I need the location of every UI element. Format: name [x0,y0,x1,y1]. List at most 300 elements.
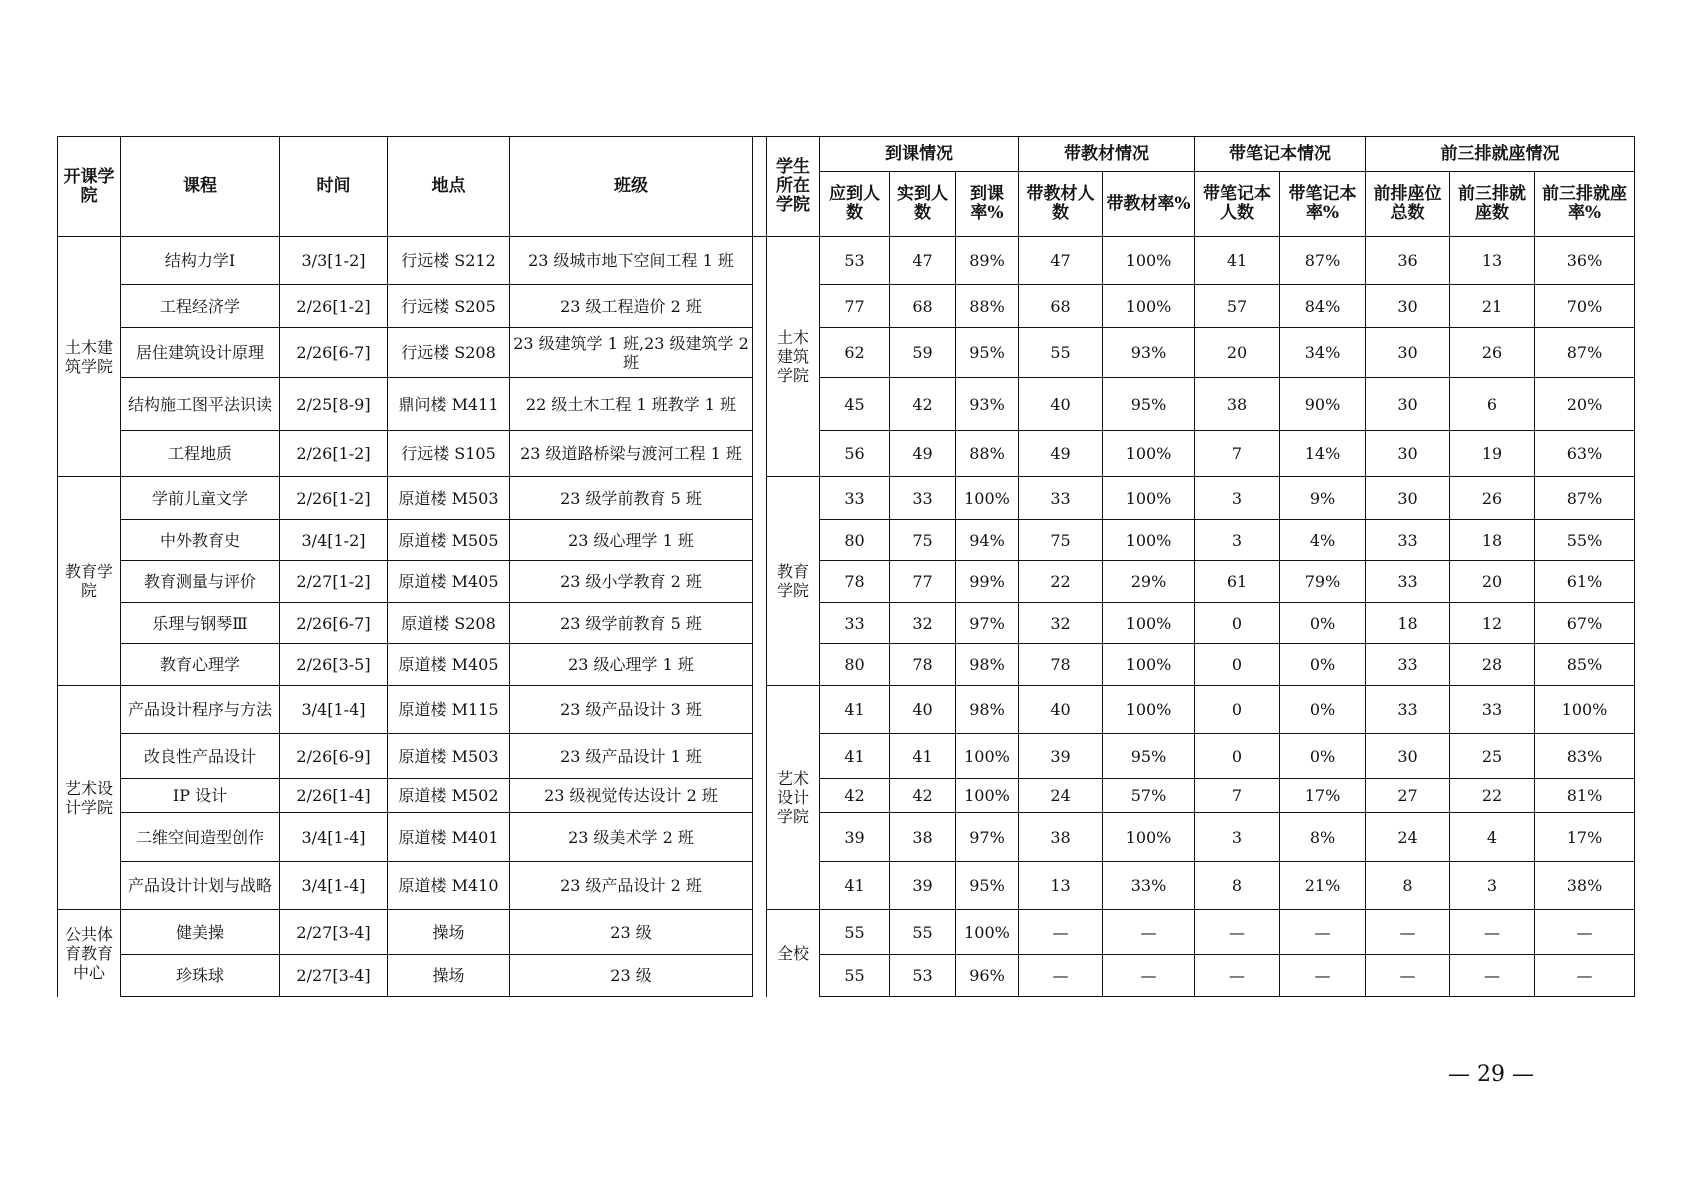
header-notebook-count: 带笔记本人数 [1195,172,1280,237]
cell-textbook-count: 75 [1019,520,1103,561]
cell-course: 结构力学Ⅰ [121,237,280,285]
cell-front-seats: 33 [1366,644,1450,686]
cell-expected: 55 [820,955,890,997]
cell-place: 行远楼 S212 [388,237,510,285]
cell-place: 原道楼 S208 [388,603,510,644]
cell-class: 23 级 [510,955,753,997]
cell-time: 3/4[1-4] [280,686,388,734]
column-gap [753,431,767,477]
cell-front-seats: 30 [1366,734,1450,779]
cell-notebook-rate: 17% [1280,779,1366,813]
cell-front-rate: — [1535,955,1635,997]
cell-class: 23 级建筑学 1 班,23 级建筑学 2 班 [510,328,753,378]
cell-front-rate: 55% [1535,520,1635,561]
cell-front-count: 21 [1450,285,1535,328]
cell-attendance-rate: 97% [956,813,1019,862]
cell-notebook-rate: 87% [1280,237,1366,285]
table-row [58,561,1635,603]
cell-actual: 32 [890,603,956,644]
cell-front-seats: — [1366,910,1450,955]
cell-front-rate: 61% [1535,561,1635,603]
cell-front-count: 4 [1450,813,1535,862]
cell-notebook-count: 0 [1195,644,1280,686]
cell-front-count: 13 [1450,237,1535,285]
cell-place: 原道楼 M115 [388,686,510,734]
cell-time: 2/26[3-5] [280,644,388,686]
cell-time: 2/26[6-7] [280,603,388,644]
cell-front-count: 22 [1450,779,1535,813]
cell-time: 2/26[1-2] [280,431,388,477]
cell-textbook-rate: 95% [1103,734,1195,779]
table-row [58,644,1635,686]
cell-course: 二维空间造型创作 [121,813,280,862]
cell-actual: 47 [890,237,956,285]
cell-time: 2/25[8-9] [280,378,388,431]
header-textbook-rate: 带教材率% [1103,172,1195,237]
cell-front-count: 12 [1450,603,1535,644]
column-gap [753,779,767,813]
column-gap [753,561,767,603]
cell-notebook-count: 61 [1195,561,1280,603]
header-front-rate: 前三排就座率% [1535,172,1635,237]
cell-textbook-count: 49 [1019,431,1103,477]
cell-time: 2/26[1-2] [280,477,388,520]
cell-expected: 41 [820,734,890,779]
cell-course: 居住建筑设计原理 [121,328,280,378]
cell-front-seats: 8 [1366,862,1450,910]
cell-notebook-rate: 0% [1280,686,1366,734]
header-front-seating: 前三排就座情况 [1366,137,1635,172]
table-row [58,378,1635,431]
cell-expected: 33 [820,603,890,644]
cell-actual: 42 [890,378,956,431]
cell-actual: 39 [890,862,956,910]
cell-textbook-rate: 100% [1103,644,1195,686]
table-row [58,520,1635,561]
cell-notebook-count: — [1195,910,1280,955]
cell-front-rate: 83% [1535,734,1635,779]
cell-front-seats: 33 [1366,686,1450,734]
cell-notebook-count: 38 [1195,378,1280,431]
cell-textbook-count: 40 [1019,378,1103,431]
cell-expected: 33 [820,477,890,520]
cell-course: 珍珠球 [121,955,280,997]
cell-place: 原道楼 M503 [388,477,510,520]
cell-front-seats: 30 [1366,285,1450,328]
cell-textbook-count: 32 [1019,603,1103,644]
table-row [58,955,1635,997]
cell-textbook-count: 78 [1019,644,1103,686]
cell-textbook-count: 24 [1019,779,1103,813]
cell-notebook-rate: 9% [1280,477,1366,520]
cell-notebook-rate: 79% [1280,561,1366,603]
cell-course: 改良性产品设计 [121,734,280,779]
column-gap [753,378,767,431]
cell-front-seats: 30 [1366,477,1450,520]
cell-attendance-rate: 89% [956,237,1019,285]
cell-attendance-rate: 100% [956,910,1019,955]
cell-textbook-count: 33 [1019,477,1103,520]
cell-textbook-rate: 95% [1103,378,1195,431]
cell-textbook-rate: 57% [1103,779,1195,813]
cell-attendance-rate: 98% [956,644,1019,686]
cell-notebook-count: — [1195,955,1280,997]
cell-attendance-rate: 97% [956,603,1019,644]
cell-course: 产品设计程序与方法 [121,686,280,734]
cell-time: 2/26[1-4] [280,779,388,813]
column-gap [753,813,767,862]
header-student-college: 学生所在学院 [767,137,820,237]
cell-time: 2/26[6-9] [280,734,388,779]
table-row [58,813,1635,862]
cell-attendance-rate: 88% [956,285,1019,328]
cell-attendance-rate: 96% [956,955,1019,997]
cell-front-seats: 30 [1366,328,1450,378]
cell-front-rate: 81% [1535,779,1635,813]
cell-attendance-rate: 98% [956,686,1019,734]
cell-notebook-count: 57 [1195,285,1280,328]
header-textbook-count: 带教材人数 [1019,172,1103,237]
cell-front-count: 26 [1450,477,1535,520]
column-gap [753,644,767,686]
column-gap [753,603,767,644]
cell-textbook-count: 68 [1019,285,1103,328]
column-gap [753,237,767,285]
cell-class: 23 级产品设计 1 班 [510,734,753,779]
cell-textbook-rate: 100% [1103,813,1195,862]
header-textbook: 带教材情况 [1019,137,1195,172]
cell-front-count: 26 [1450,328,1535,378]
cell-expected: 56 [820,431,890,477]
cell-textbook-rate: 100% [1103,686,1195,734]
cell-class: 23 级道路桥梁与渡河工程 1 班 [510,431,753,477]
cell-place: 原道楼 M410 [388,862,510,910]
cell-notebook-count: 3 [1195,813,1280,862]
cell-place: 行远楼 S105 [388,431,510,477]
cell-attendance-rate: 95% [956,862,1019,910]
cell-expected: 80 [820,644,890,686]
cell-front-rate: 87% [1535,477,1635,520]
cell-actual: 77 [890,561,956,603]
cell-class: 23 级心理学 1 班 [510,520,753,561]
cell-time: 2/26[1-2] [280,285,388,328]
cell-notebook-count: 41 [1195,237,1280,285]
cell-place: 原道楼 M401 [388,813,510,862]
cell-front-count: — [1450,955,1535,997]
column-gap [753,477,767,520]
cell-course: 工程地质 [121,431,280,477]
cell-course: 工程经济学 [121,285,280,328]
cell-textbook-rate: 100% [1103,431,1195,477]
cell-actual: 41 [890,734,956,779]
table-row [58,237,1635,285]
cell-class: 23 级 [510,910,753,955]
cell-actual: 78 [890,644,956,686]
column-gap [753,734,767,779]
header-attendance-rate: 到课率% [956,172,1019,237]
table-row [58,477,1635,520]
cell-front-seats: 36 [1366,237,1450,285]
header-time: 时间 [280,137,388,237]
cell-notebook-rate: 0% [1280,644,1366,686]
cell-front-rate: 85% [1535,644,1635,686]
cell-expected: 80 [820,520,890,561]
cell-expected: 55 [820,910,890,955]
cell-notebook-rate: — [1280,910,1366,955]
student-college-cell: 艺术设计学院 [767,686,820,910]
cell-class: 23 级产品设计 2 班 [510,862,753,910]
cell-time: 3/4[1-4] [280,813,388,862]
student-college-cell: 全校 [767,910,820,997]
cell-notebook-rate: 84% [1280,285,1366,328]
cell-actual: 68 [890,285,956,328]
column-gap [753,955,767,997]
table-row [58,779,1635,813]
cell-actual: 40 [890,686,956,734]
cell-expected: 77 [820,285,890,328]
header-actual: 实到人数 [890,172,956,237]
cell-textbook-count: — [1019,910,1103,955]
column-gap [753,862,767,910]
cell-notebook-rate: 0% [1280,603,1366,644]
cell-textbook-rate: — [1103,955,1195,997]
cell-notebook-rate: 21% [1280,862,1366,910]
cell-attendance-rate: 95% [956,328,1019,378]
cell-notebook-rate: 14% [1280,431,1366,477]
cell-front-seats: — [1366,955,1450,997]
cell-textbook-rate: 100% [1103,520,1195,561]
college-cell: 公共体育教育中心 [58,910,121,997]
cell-expected: 78 [820,561,890,603]
header-college: 开课学院 [58,137,121,237]
cell-front-count: — [1450,910,1535,955]
cell-front-seats: 30 [1366,431,1450,477]
cell-attendance-rate: 100% [956,477,1019,520]
cell-textbook-count: — [1019,955,1103,997]
cell-notebook-rate: 34% [1280,328,1366,378]
cell-front-count: 6 [1450,378,1535,431]
cell-course: 中外教育史 [121,520,280,561]
cell-actual: 42 [890,779,956,813]
cell-front-count: 19 [1450,431,1535,477]
header-course: 课程 [121,137,280,237]
cell-front-seats: 18 [1366,603,1450,644]
cell-actual: 33 [890,477,956,520]
cell-textbook-count: 55 [1019,328,1103,378]
cell-course: 学前儿童文学 [121,477,280,520]
header-notebook-rate: 带笔记本率% [1280,172,1366,237]
column-gap [753,686,767,734]
cell-place: 原道楼 M405 [388,644,510,686]
cell-time: 2/27[3-4] [280,955,388,997]
cell-attendance-rate: 94% [956,520,1019,561]
cell-notebook-count: 20 [1195,328,1280,378]
table-row [58,285,1635,328]
cell-textbook-rate: — [1103,910,1195,955]
cell-front-seats: 27 [1366,779,1450,813]
cell-place: 原道楼 M502 [388,779,510,813]
table-row [58,862,1635,910]
cell-front-rate: 67% [1535,603,1635,644]
cell-textbook-rate: 33% [1103,862,1195,910]
cell-textbook-rate: 29% [1103,561,1195,603]
cell-front-count: 3 [1450,862,1535,910]
cell-expected: 45 [820,378,890,431]
header-front-count: 前三排就座数 [1450,172,1535,237]
column-gap [753,285,767,328]
cell-notebook-count: 3 [1195,477,1280,520]
table-body [58,237,1635,997]
header-expected: 应到人数 [820,172,890,237]
cell-actual: 59 [890,328,956,378]
cell-textbook-rate: 100% [1103,237,1195,285]
cell-actual: 75 [890,520,956,561]
cell-class: 23 级视觉传达设计 2 班 [510,779,753,813]
cell-notebook-count: 7 [1195,779,1280,813]
cell-attendance-rate: 88% [956,431,1019,477]
college-cell: 土木建筑学院 [58,237,121,477]
cell-textbook-count: 40 [1019,686,1103,734]
table-row [58,910,1635,955]
cell-front-rate: 17% [1535,813,1635,862]
college-cell: 教育学院 [58,477,121,686]
cell-time: 2/26[6-7] [280,328,388,378]
cell-time: 3/4[1-4] [280,862,388,910]
cell-textbook-rate: 100% [1103,285,1195,328]
cell-place: 原道楼 M505 [388,520,510,561]
cell-place: 原道楼 M405 [388,561,510,603]
cell-front-rate: 20% [1535,378,1635,431]
cell-notebook-count: 8 [1195,862,1280,910]
cell-notebook-count: 3 [1195,520,1280,561]
cell-attendance-rate: 99% [956,561,1019,603]
column-gap [753,520,767,561]
cell-front-count: 18 [1450,520,1535,561]
cell-textbook-rate: 100% [1103,603,1195,644]
cell-time: 3/4[1-2] [280,520,388,561]
cell-time: 2/27[3-4] [280,910,388,955]
cell-textbook-count: 47 [1019,237,1103,285]
cell-expected: 62 [820,328,890,378]
cell-textbook-count: 22 [1019,561,1103,603]
cell-front-rate: 70% [1535,285,1635,328]
cell-course: 乐理与钢琴Ⅲ [121,603,280,644]
cell-front-rate: 63% [1535,431,1635,477]
cell-course: IP 设计 [121,779,280,813]
table-row [58,686,1635,734]
cell-attendance-rate: 100% [956,734,1019,779]
table-row [58,328,1635,378]
cell-notebook-rate: 0% [1280,734,1366,779]
cell-class: 23 级小学教育 2 班 [510,561,753,603]
cell-notebook-rate: — [1280,955,1366,997]
student-college-cell: 教育学院 [767,477,820,686]
cell-place: 操场 [388,910,510,955]
cell-expected: 42 [820,779,890,813]
cell-front-count: 25 [1450,734,1535,779]
cell-actual: 38 [890,813,956,862]
cell-class: 23 级工程造价 2 班 [510,285,753,328]
cell-textbook-count: 38 [1019,813,1103,862]
column-gap [753,328,767,378]
cell-textbook-count: 39 [1019,734,1103,779]
cell-course: 结构施工图平法识读 [121,378,280,431]
cell-place: 原道楼 M503 [388,734,510,779]
cell-front-rate: 38% [1535,862,1635,910]
cell-actual: 55 [890,910,956,955]
cell-front-rate: 36% [1535,237,1635,285]
table-row [58,431,1635,477]
table-row [58,734,1635,779]
cell-textbook-rate: 93% [1103,328,1195,378]
cell-attendance-rate: 100% [956,779,1019,813]
table-row [58,603,1635,644]
cell-class: 23 级学前教育 5 班 [510,477,753,520]
cell-expected: 53 [820,237,890,285]
cell-place: 行远楼 S208 [388,328,510,378]
college-cell: 艺术设计学院 [58,686,121,910]
cell-course: 教育心理学 [121,644,280,686]
cell-class: 23 级城市地下空间工程 1 班 [510,237,753,285]
cell-front-rate: 100% [1535,686,1635,734]
page-number: — 29 — [1448,1062,1534,1087]
cell-course: 健美操 [121,910,280,955]
cell-course: 产品设计计划与战略 [121,862,280,910]
cell-notebook-count: 0 [1195,603,1280,644]
cell-class: 23 级心理学 1 班 [510,644,753,686]
header-place: 地点 [388,137,510,237]
cell-time: 2/27[1-2] [280,561,388,603]
header-notebook: 带笔记本情况 [1195,137,1366,172]
cell-front-count: 33 [1450,686,1535,734]
cell-notebook-count: 0 [1195,734,1280,779]
cell-front-count: 28 [1450,644,1535,686]
cell-attendance-rate: 93% [956,378,1019,431]
cell-front-seats: 33 [1366,520,1450,561]
cell-actual: 49 [890,431,956,477]
cell-class: 23 级美术学 2 班 [510,813,753,862]
cell-expected: 41 [820,862,890,910]
cell-time: 3/3[1-2] [280,237,388,285]
header-attendance: 到课情况 [820,137,1019,172]
cell-place: 鼎问楼 M411 [388,378,510,431]
cell-front-rate: — [1535,910,1635,955]
cell-actual: 53 [890,955,956,997]
student-college-cell: 土木建筑学院 [767,237,820,477]
cell-notebook-count: 7 [1195,431,1280,477]
cell-place: 行远楼 S205 [388,285,510,328]
cell-front-count: 20 [1450,561,1535,603]
cell-notebook-rate: 8% [1280,813,1366,862]
cell-class: 22 级土木工程 1 班教学 1 班 [510,378,753,431]
cell-textbook-count: 13 [1019,862,1103,910]
cell-expected: 41 [820,686,890,734]
cell-expected: 39 [820,813,890,862]
header-class: 班级 [510,137,753,237]
header-gap [753,137,767,237]
cell-notebook-count: 0 [1195,686,1280,734]
cell-front-seats: 30 [1366,378,1450,431]
cell-place: 操场 [388,955,510,997]
cell-textbook-rate: 100% [1103,477,1195,520]
cell-notebook-rate: 4% [1280,520,1366,561]
cell-class: 23 级产品设计 3 班 [510,686,753,734]
cell-notebook-rate: 90% [1280,378,1366,431]
cell-front-rate: 87% [1535,328,1635,378]
header-front-seats: 前排座位总数 [1366,172,1450,237]
column-gap [753,910,767,955]
cell-course: 教育测量与评价 [121,561,280,603]
